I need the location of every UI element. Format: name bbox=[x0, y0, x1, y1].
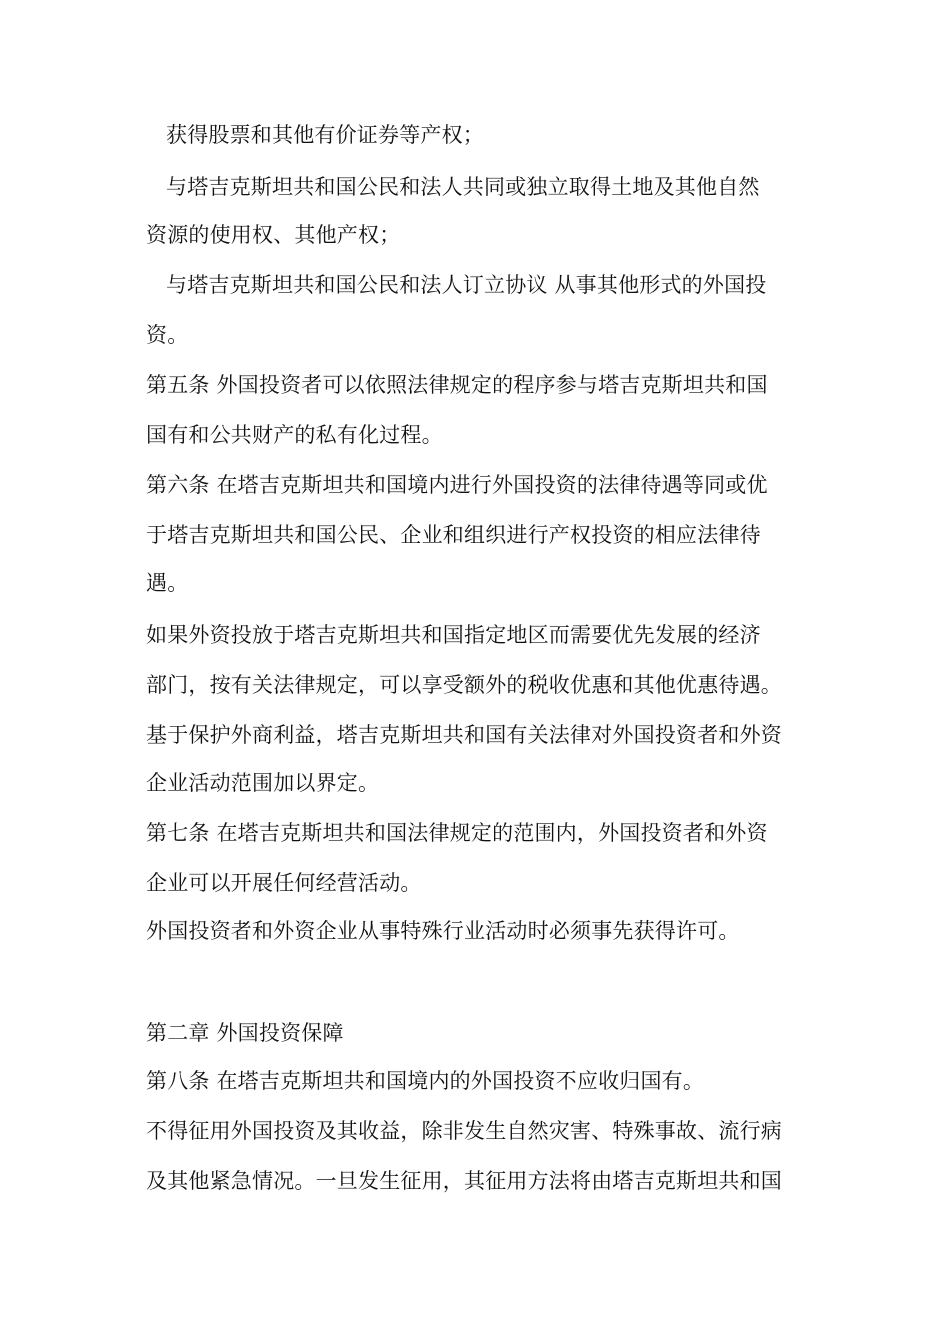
article-heading-line: 第六条 在塔吉克斯坦共和国境内进行外国投资的法律待遇等同或优 bbox=[146, 473, 768, 497]
text-line: 资。 bbox=[146, 323, 189, 347]
text-line: 不得征用外国投资及其收益，除非发生自然灾害、特殊事故、流行病 bbox=[146, 1119, 782, 1143]
text-line: 资源的使用权、其他产权； bbox=[146, 223, 401, 247]
article-heading-line: 第七条 在塔吉克斯坦共和国法律规定的范围内，外国投资者和外资 bbox=[146, 821, 768, 845]
text-line: 与塔吉克斯坦共和国公民和法人共同或独立取得土地及其他自然 bbox=[166, 175, 760, 199]
article-heading-line: 第八条 在塔吉克斯坦共和国境内的外国投资不应收归国有。 bbox=[146, 1069, 705, 1093]
article-heading-line: 第五条 外国投资者可以依照法律规定的程序参与塔吉克斯坦共和国 bbox=[146, 373, 768, 397]
chapter-heading: 第二章 外国投资保障 bbox=[146, 1021, 344, 1045]
text-line: 企业可以开展任何经营活动。 bbox=[146, 871, 422, 895]
text-line: 企业活动范围加以界定。 bbox=[146, 771, 380, 795]
text-line: 如果外资投放于塔吉克斯坦共和国指定地区而需要优先发展的经济 bbox=[146, 623, 761, 647]
text-line: 及其他紧急情况。一旦发生征用，其征用方法将由塔吉克斯坦共和国 bbox=[146, 1169, 782, 1193]
text-line: 部门，按有关法律规定，可以享受额外的税收优惠和其他优惠待遇。 bbox=[146, 673, 782, 697]
text-line: 外国投资者和外资企业从事特殊行业活动时必须事先获得许可。 bbox=[146, 919, 740, 943]
text-line: 于塔吉克斯坦共和国公民、企业和组织进行产权投资的相应法律待 bbox=[146, 523, 761, 547]
text-line: 国有和公共财产的私有化过程。 bbox=[146, 423, 443, 447]
text-line: 获得股票和其他有价证券等产权； bbox=[166, 123, 484, 147]
text-line: 基于保护外商利益，塔吉克斯坦共和国有关法律对外国投资者和外资 bbox=[146, 723, 782, 747]
text-line: 遇。 bbox=[146, 571, 189, 595]
text-line: 与塔吉克斯坦共和国公民和法人订立协议 从事其他形式的外国投 bbox=[166, 273, 767, 297]
